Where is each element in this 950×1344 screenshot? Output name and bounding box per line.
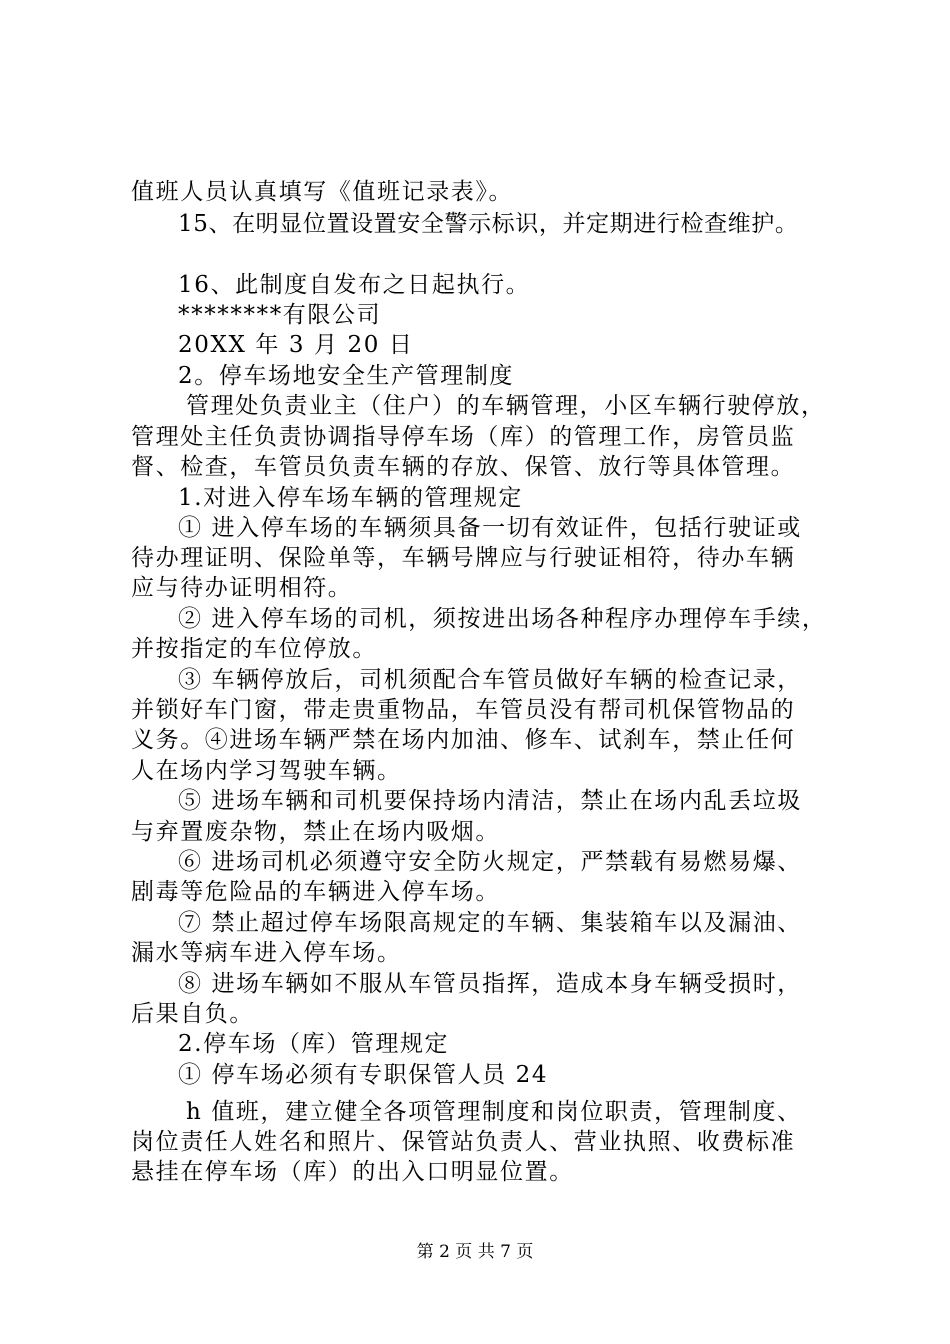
text-line: ③ 车辆停放后，司机须配合车管员做好车辆的检查记录， xyxy=(178,667,802,693)
section-heading: 2。停车场地安全生产管理制度 xyxy=(178,363,515,389)
text-line: ********有限公司 xyxy=(178,302,382,328)
text-line: ① 进入停车场的车辆须具备一切有效证件，包括行驶证或 xyxy=(178,515,802,541)
text-line: ⑤ 进场车辆和司机要保持场内清洁，禁止在场内乱丢垃圾 xyxy=(178,788,802,814)
text-line: 15、在明显位置设置安全警示标识，并定期进行检查维护。 xyxy=(178,211,799,237)
subsection-heading: 1.对进入停车场车辆的管理规定 xyxy=(178,485,523,511)
text-line: h 值班，建立健全各项管理制度和岗位职责，管理制度、 xyxy=(186,1099,802,1125)
text-line: 义务。④进场车辆严禁在场内加油、修车、试刹车，禁止任何 xyxy=(131,727,796,753)
text-line: ① 停车场必须有专职保管人员 24 xyxy=(178,1062,549,1088)
text-line: 后果自负。 xyxy=(131,1001,254,1027)
text-line: 并按指定的车位停放。 xyxy=(131,636,377,662)
text-line: 与弃置废杂物，禁止在场内吸烟。 xyxy=(131,819,500,845)
text-line: 20XX 年 3 月 20 日 xyxy=(178,332,414,358)
text-line: ⑦ 禁止超过停车场限高规定的车辆、集装箱车以及漏油、 xyxy=(178,910,802,936)
text-line: 应与待办证明相符。 xyxy=(131,575,353,601)
text-line: 值班人员认真填写《值班记录表》。 xyxy=(131,179,514,205)
text-line: ⑧ 进场车辆如不服从车管员指挥，造成本身车辆受损时， xyxy=(178,971,802,997)
text-line: 管理处负责业主（住户）的车辆管理，小区车辆行驶停放， xyxy=(186,393,826,419)
text-line: 并锁好车门窗，带走贵重物品，车管员没有帮司机保管物品的 xyxy=(131,697,796,723)
text-line: 管理处主任负责协调指导停车场（库）的管理工作，房管员监 xyxy=(131,424,796,450)
text-line: 督、检查，车管员负责车辆的存放、保管、放行等具体管理。 xyxy=(131,454,796,480)
subsection-heading: 2.停车场（库）管理规定 xyxy=(178,1031,450,1057)
text-line: 人在场内学习驾驶车辆。 xyxy=(131,758,402,784)
text-line: 待办理证明、保险单等，车辆号牌应与行驶证相符，待办车辆 xyxy=(131,545,796,571)
text-line: 16、此制度自发布之日起执行。 xyxy=(178,272,531,298)
page-number-footer: 第 2 页 共 7 页 xyxy=(416,1242,534,1262)
text-line: 剧毒等危险品的车辆进入停车场。 xyxy=(131,879,500,905)
text-line: ② 进入停车场的司机，须按进出场各种程序办理停车手续， xyxy=(178,606,827,632)
text-line: ⑥ 进场司机必须遵守安全防火规定，严禁载有易燃易爆、 xyxy=(178,849,802,875)
text-line: 悬挂在停车场（库）的出入口明显位置。 xyxy=(131,1159,574,1185)
text-line: 漏水等病车进入停车场。 xyxy=(131,940,402,966)
text-line: 岗位责任人姓名和照片、保管站负责人、营业执照、收费标准 xyxy=(131,1129,796,1155)
